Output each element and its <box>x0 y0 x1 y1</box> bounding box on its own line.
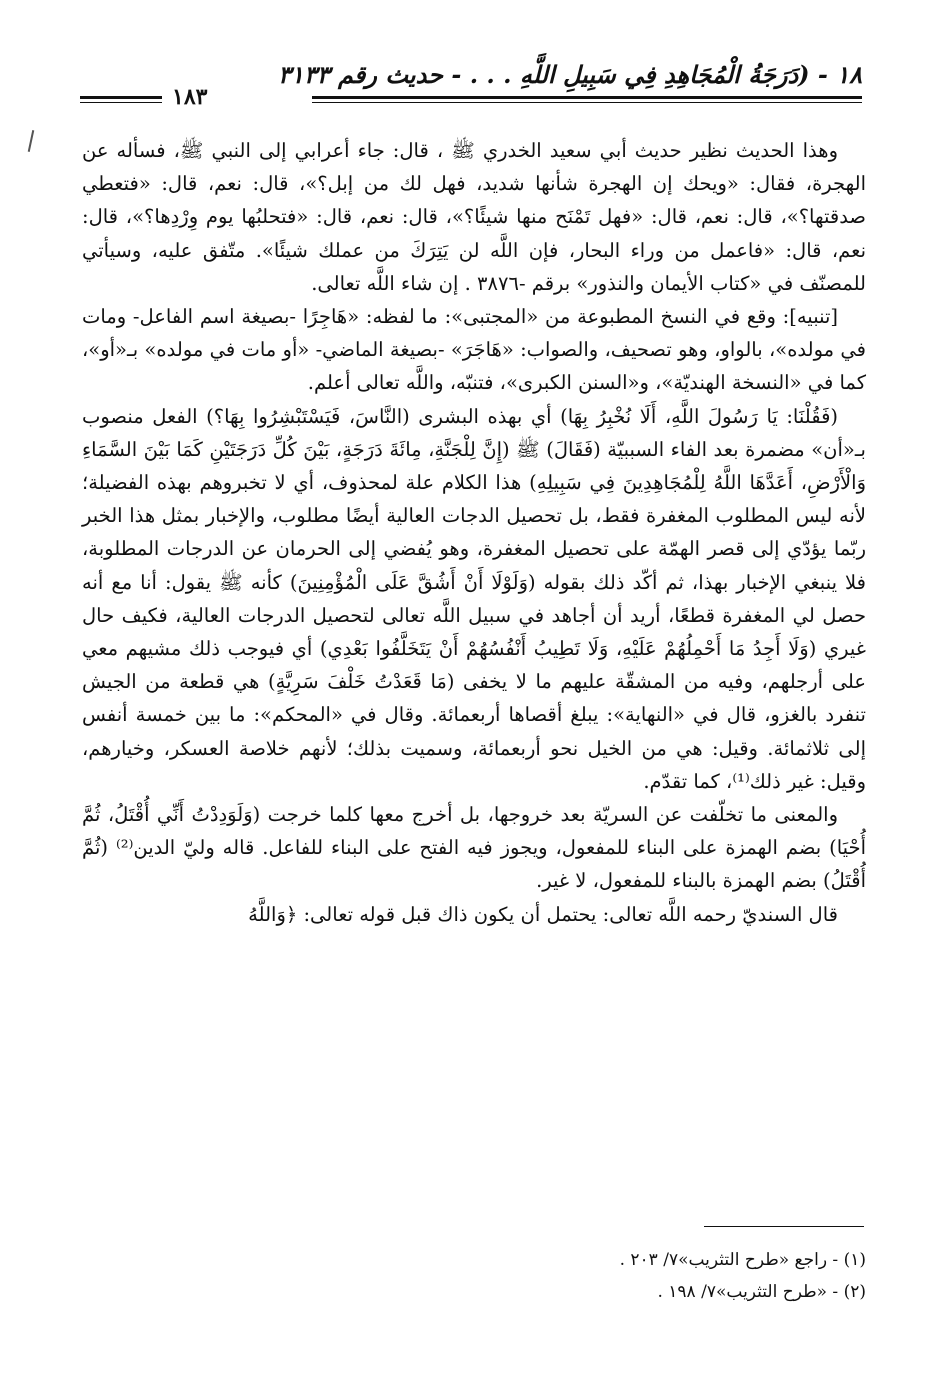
footnotes <box>82 1244 866 1308</box>
running-header <box>80 56 862 110</box>
paragraph: والمعنى ما تخلّفت عن السريّة بعد خروجها، بل أخرج معها كلما خرجت (وَلَوَدِدْتُ أَنِّي أُقْتَلُ، ثُمَّ أُحْيَا) بضم الهمزة على البناء للمفعول، ويجوز فيه الفتح على البناء للفاعل. قاله وليّ الدين⁽²⁾ (ثُمَّ أُقْتَلُ) بضم الهمزة بالبناء للمفعول، لا غير. <box>82 803 866 893</box>
paragraph: قال السنديّ رحمه اللَّه تعالى: يحتمل أن يكون ذاك قبل قوله تعالى: ﴿وَاللَّهُ <box>248 902 838 926</box>
paragraph: وهذا الحديث نظير حديث أبي سعيد الخدري ﷺ ، قال: جاء أعرابي إلى النبي ﷺ، فسأله عن الهجرة، فقال: «ويحك إن الهجرة شأنها شديد، فهل لك من إبل؟»، قال: نعم، قال: «فتعطي صدقتها؟»، قال: نعم، قال: «فهل تَمْنَح منها شيئًا؟»، قال: نعم، قال: «فتحلبُها يوم وِرْدِها؟»، قال: نعم، قال: «فاعمل من وراء البحار، فإن اللَّه لن يَتِرَكَ من عملك شيئًا». متّفق عليه، وسيأتي للمصنّف في «كتاب الأيمان والنذور» برقم -٣٨٧٦ . إن شاء اللَّه تعالى. <box>82 139 866 295</box>
paragraph: (فَقُلْنَا: يَا رَسُولَ اللَّهِ، أَلَا نُخْبِرُ بِهَا) أي بهذه البشرى (النَّاسَ، فَيَسْتَبْشِرُوا بِهَا؟) الفعل منصوب بـ«أن» مضمرة بعد الفاء السببيّة (فَقَالَ) ﷺ (إِنَّ لِلْجَنَّةِ، مِائَةَ دَرَجَةٍ، بَيْنَ كُلِّ دَرَجَتَيْنِ كَمَا بَيْنَ السَّمَاءِ وَالْأَرْضِ، أَعَدَّهَا اللَّهُ لِلْمُجَاهِدِينَ فِي سَبِيلِهِ) هذا الكلام علة لمحذوف، أي لا تخبروهم بهذه الفضيلة؛ لأنه ليس المطلوب المغفرة فقط، بل تحصيل الدجات العالية أيضًا مطلوب، والإخبار بمثل هذا الخبر ربّما يؤدّي إلى قصر الهمّة على تحصيل المغفرة، وهو يُفضي إلى الحرمان عن الدرجات المطلوبة، فلا ينبغي الإخبار بهذا، ثم أكّد ذلك بقوله (وَلَوْلَا أَنْ أَشُقَّ عَلَى الْمُؤْمِنِينَ) كأنه ﷺ يقول: أنا مع أنه حصل لي المغفرة قطعًا، أريد أن أجاهد في سبيل اللَّه تعالى لتحصيل الدرجات العالية، فكيف حال غيري (وَلَا أَجِدُ مَا أَحْمِلُهُمْ عَلَيْهِ، وَلَا تَطِيبُ أَنْفُسُهُمْ أَنْ يَتَخَلَّفُوا بَعْدِي) أي فيوجب ذلك مشيهم معي على أرجلهم، وفيه من المشقّة عليهم ما لا يخفى (مَا قَعَدْتُ خَلْفَ سَرِيَّةٍ) هي قطعة من الجيش تنفرد بالغزو، قال في «النهاية»: يبلغ أقصاها أربعمائة. وقال في «المحكم»: ما بين خمسة أنفس إلى ثلاثمائة. وقيل: هي من الخيل نحو أربعمائة، وسميت بذلك؛ لأنهم خلاصة العسكر، وخيارهم، وقيل: غير ذلك⁽¹⁾، كما تقدّم. <box>82 404 866 793</box>
footnote-separator <box>704 1226 864 1227</box>
page-number: ١٨٣ <box>172 84 208 110</box>
margin-pencil-mark <box>28 130 35 152</box>
header-rule <box>312 96 862 99</box>
paragraph: [تنبيه]: وقع في النسخ المطبوعة من «المجتبى»: ما لفظه: «هَاجِرًا -بصيغة اسم الفاعل- ومات في مولده»، بالواو، وهو تصحيف، والصواب: «هَاجَرَ» -بصيغة الماضي- «أو مات في مولده» بـ«أو»، كما في «النسخة الهنديّة»، و«السنن الكبرى»، فتنبّه، واللَّه تعالى أعلم. <box>82 305 866 395</box>
footnote: (٢) - «طرح التثريب»٧/ ١٩٨ . <box>657 1282 866 1302</box>
header-rule-thin <box>312 102 862 103</box>
header-rule-left <box>80 96 162 99</box>
main-text <box>82 134 866 931</box>
header-rule-left-thin <box>80 102 162 103</box>
header-title: ١٨ - (دَرَجَةُ الْمُجَاهِدِ فِي سَبِيلِ اللَّهِ . . . - حديث رقم ٣١٣٣ <box>278 60 862 89</box>
footnote: (١) - راجع «طرح التثريب»٧/ ٢٠٣ . <box>619 1250 866 1270</box>
